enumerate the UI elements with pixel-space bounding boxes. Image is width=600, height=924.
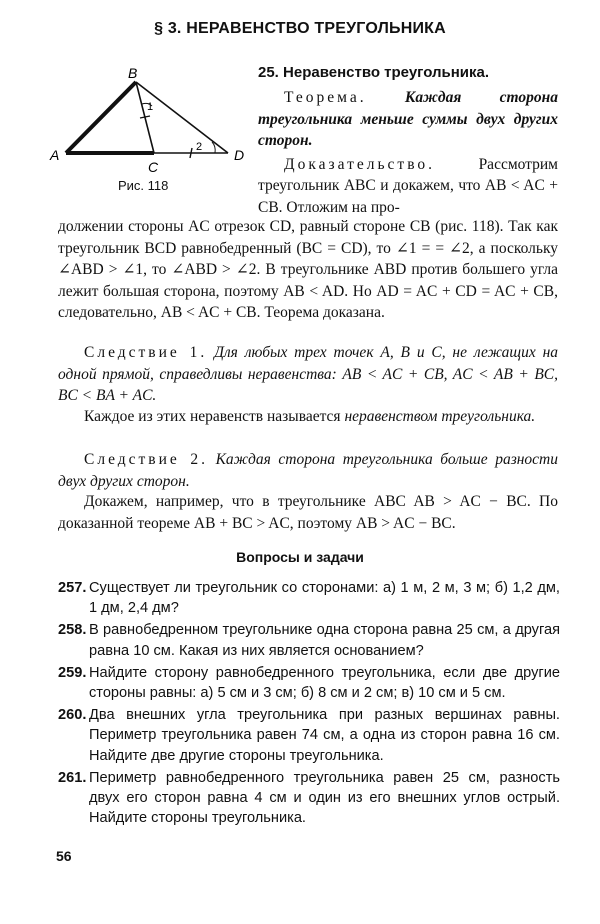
figure-caption: Рис. 118 xyxy=(118,178,169,193)
theorem-word: Теорема. xyxy=(284,89,367,106)
task-text: Существует ли треугольник со сторонами: а) 1 м, 2 м, 3 м; б) 1,2 дм, 1 дм, 2,4 дм? xyxy=(89,580,560,617)
task-item xyxy=(58,768,560,829)
section-intro xyxy=(258,64,558,218)
label-c: C xyxy=(148,159,159,175)
task-number: 258. xyxy=(58,622,87,639)
corollary-1 xyxy=(58,342,558,407)
label-angle-1: 1 xyxy=(147,101,154,113)
task-text: В равнобедренном треугольнике одна сторона равна 25 см, а другая равна 10 см. Какая из них является основанием? xyxy=(89,622,560,659)
side-ab xyxy=(66,82,136,153)
proof-intro-text: Рассмотрим треугольник ABC и докажем, что AB < AC + CB. Отложим на про- xyxy=(258,155,558,216)
corollary-2 xyxy=(58,449,558,492)
corollary-1-word: Следствие 1. xyxy=(84,344,208,361)
label-b: B xyxy=(128,68,138,81)
definition-italic: неравенством треугольника. xyxy=(344,408,536,425)
page-number: 56 xyxy=(56,848,72,864)
definition-paragraph xyxy=(58,406,558,428)
tick-bc xyxy=(140,116,150,118)
task-number: 260. xyxy=(58,707,87,724)
example-paragraph: Докажем, например, что в треугольнике ABC AB > AC − BC. По доказанной теореме AB + BC > AC, поэтому AB > AC − BC. xyxy=(58,493,558,532)
corollary-2-word: Следствие 2. xyxy=(84,451,208,468)
task-list xyxy=(58,578,560,830)
task-text: Два внешних угла треугольника при разных вершинах равны. Периметр треугольника равен 74 см, а одна из сторон равна 16 см. Найдите две другие стороны треугольника. xyxy=(89,707,560,764)
corollary-2-text: Каждая сторона треугольника больше разности двух других сторон. xyxy=(58,451,559,490)
figure-118 xyxy=(44,68,254,178)
questions-title: Вопросы и задачи xyxy=(236,549,364,565)
task-item xyxy=(58,620,560,660)
proof-body: должении стороны AC отрезок CD, равный стороне CB (рис. 118). Так как треугольник BCD равнобедренный (BC = CD), то ∠1 = = ∠2, а поскольку ∠ABD > ∠1, то ∠ABD > ∠2. В треугольнике ABD против большего угла лежит большая сторона, поэтому AB < AD. Но AD = AC + CD = AC + CB, следовательно, AB < AC + CB. Теорема доказана. xyxy=(58,218,558,321)
task-number: 259. xyxy=(58,664,87,681)
task-number: 261. xyxy=(58,769,87,786)
tick-cd xyxy=(190,148,192,158)
page-header: § 3. НЕРАВЕНСТВО ТРЕУГОЛЬНИКА xyxy=(154,20,446,37)
definition-plain: Каждое из этих неравенств называется xyxy=(84,408,345,425)
task-text: Найдите сторону равнобедренного треугольника, если две другие стороны равны: а) 5 см и 3 см; б) 8 см и 2 см; в) 10 см и 5 см. xyxy=(89,664,560,702)
side-bd xyxy=(136,82,228,153)
task-item xyxy=(58,663,560,703)
task-item xyxy=(58,578,560,618)
proof-intro xyxy=(258,154,558,219)
label-angle-2: 2 xyxy=(196,141,203,153)
task-number: 257. xyxy=(58,580,87,596)
task-text: Периметр равнобедренного треугольника равен 25 см, разность двух его сторон равна 4 см и один из его внешних углов острый. Найдите стороны треугольника. xyxy=(89,769,560,827)
section-title: 25. Неравенство треугольника. xyxy=(258,64,490,81)
label-d: D xyxy=(234,147,245,163)
theorem xyxy=(258,87,558,152)
corollary-1-text: Для любых трех точек A, B и C, не лежащих на одной прямой, справедливы неравенства: AB < AC + CB, AC < AB + BC, BC < BA + AC. xyxy=(58,344,559,404)
theorem-text: Каждая сторона треугольника меньше суммы двух других сторон. xyxy=(258,89,558,149)
label-a: A xyxy=(50,147,60,163)
proof-word: Доказательство. xyxy=(284,155,436,173)
task-item xyxy=(58,705,560,766)
